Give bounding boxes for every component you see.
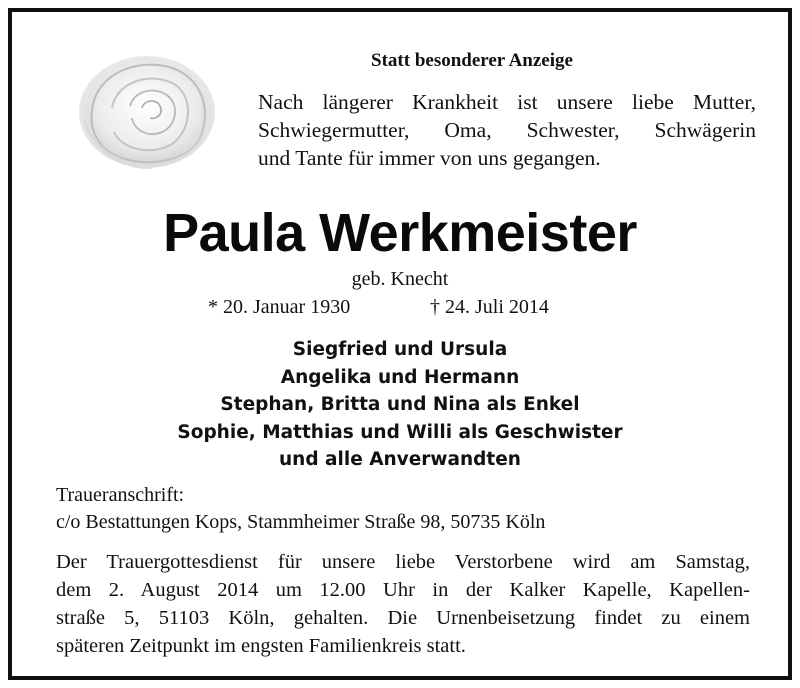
obituary-notice [8, 8, 792, 680]
maiden-name: geb. Knecht [351, 268, 449, 290]
mourner-line: Sophie, Matthias und Willi als Geschwister [177, 421, 623, 443]
mourning-address [56, 482, 746, 536]
service-line: Der Trauergottesdienst für unsere liebe Verstorbene wird am Samstag, [56, 551, 750, 573]
intro-text [258, 88, 756, 172]
notice-heading: Statt besonderer Anzeige [371, 50, 573, 71]
rose-image [72, 50, 222, 178]
intro-line: und Tante für immer von uns gegangen. [258, 146, 601, 170]
service-line: späteren Zeitpunkt im engsten Familienkreis statt. [56, 635, 466, 657]
mourner-line: Angelika und Hermann [280, 366, 520, 388]
service-text [56, 548, 750, 660]
address-line: c/o Bestattungen Kops, Stammheimer Straße 98, 50735 Köln [56, 511, 546, 533]
mourner-line: Siegfried und Ursula [292, 339, 508, 360]
mourners-list [12, 336, 788, 474]
mourner-line: Stephan, Britta und Nina als Enkel [220, 394, 580, 415]
birth-date: * 20. Januar 1930 [208, 296, 351, 318]
deceased-name: Paula Werkmeister [163, 203, 637, 263]
intro-line: Schwiegermutter, Oma, Schwester, Schwägerin [258, 118, 756, 142]
intro-line: Nach längerer Krankheit ist unsere liebe Mutter, [258, 90, 756, 114]
service-line: dem 2. August 2014 um 12.00 Uhr in der Kalker Kapelle, Kapellen- [56, 579, 750, 601]
service-line: straße 5, 51103 Köln, gehalten. Die Urnenbeisetzung findet zu einem [56, 607, 750, 629]
death-date: † 24. Juli 2014 [430, 296, 549, 318]
life-dates [12, 296, 788, 326]
address-label: Traueranschrift: [56, 484, 185, 506]
mourner-line: und alle Anverwandten [279, 449, 521, 470]
